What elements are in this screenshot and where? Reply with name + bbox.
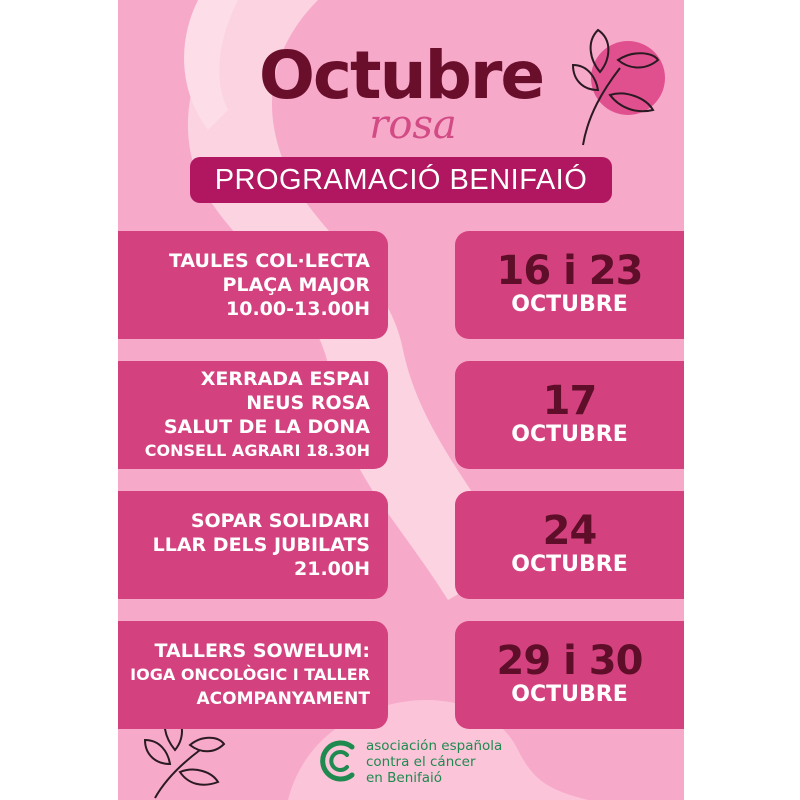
event-date-2: [455, 361, 684, 469]
event-month: OCTUBRE: [511, 292, 628, 317]
event-line: NEUS ROSA: [246, 392, 370, 414]
event-month: OCTUBRE: [511, 552, 628, 577]
event-day: 24: [542, 508, 597, 554]
event-line: IOGA ONCOLÒGIC I TALLER: [130, 665, 370, 684]
event-card-3: [118, 491, 388, 599]
page-title: Octubre: [258, 37, 544, 114]
event-line: PLAÇA MAJOR: [222, 274, 370, 296]
event-date-1: [455, 231, 684, 339]
event-line: 10.00-13.00H: [226, 298, 370, 320]
logo-line: asociación española: [366, 738, 503, 754]
event-card-1: [118, 231, 388, 339]
event-month: OCTUBRE: [511, 682, 628, 707]
event-month: OCTUBRE: [511, 422, 628, 447]
event-card-4: [118, 621, 388, 729]
event-line: CONSELL AGRARI 18.30H: [144, 441, 370, 460]
event-line: ACOMPANYAMENT: [196, 689, 370, 709]
aecc-logo-text: [366, 738, 502, 786]
event-card-2: [118, 361, 388, 469]
event-line: SOPAR SOLIDARI: [190, 510, 370, 532]
event-date-4: [455, 621, 684, 729]
event-line: LLAR DELS JUBILATS: [152, 534, 370, 556]
logo-line: en Benifaió: [366, 770, 443, 786]
event-day: 17: [542, 378, 597, 424]
logo-line: contra el cáncer: [366, 754, 476, 770]
event-line: TALLERS SOWELUM:: [154, 640, 370, 662]
poster: [118, 0, 684, 800]
event-date-3: [455, 491, 684, 599]
program-banner: PROGRAMACIÓ BENIFAIÓ: [190, 157, 612, 203]
event-line: TAULES COL·LECTA: [168, 250, 370, 272]
event-line: 21.00H: [294, 558, 370, 580]
event-line: SALUT DE LA DONA: [163, 416, 370, 438]
event-day: 29 i 30: [496, 638, 643, 684]
event-day: 16 i 23: [496, 248, 643, 294]
event-line: XERRADA ESPAI: [200, 368, 370, 390]
page-subtitle: rosa: [369, 102, 457, 148]
